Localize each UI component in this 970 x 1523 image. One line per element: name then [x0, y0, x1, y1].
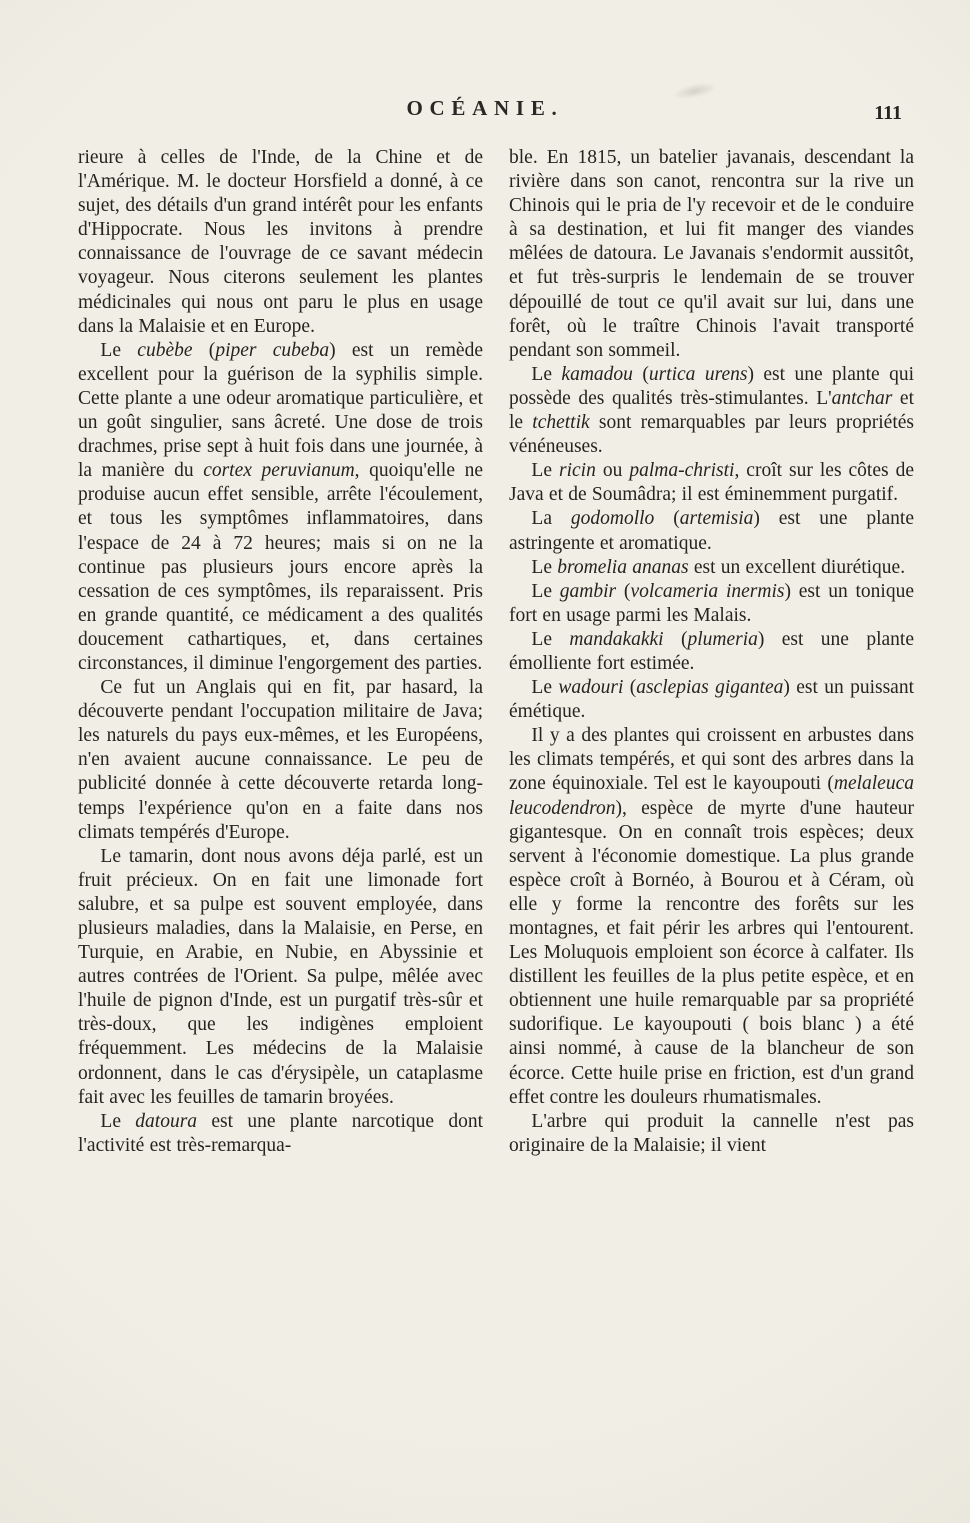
text-segment: est une plante narcotique dont l'activité est très-remarqua-	[78, 1110, 483, 1156]
text-segment: sont remarquables par leurs propriétés vénéneuses.	[509, 412, 914, 458]
italic-text-segment: kamadou	[561, 363, 633, 385]
italic-text-segment: artemisia	[679, 508, 754, 530]
italic-text-segment: volcameria inermis	[630, 580, 785, 602]
text-segment: ), espèce de myrte d'une hauteur gigantesque. On en connaît trois espèces; deux servent à l'économie domestique. La plus grande espèce croît à Bornéo, à Bourou et à Céram, où elle y forme la rencontre des forêts sur les montagnes, et fait périr les arbres qui l'entourent. Les Moluquois emploient son écorce à calfater. Ils distillent les feuilles de la plus petite espèce, et en obtiennent une huile remarquable par sa propriété sudorifique. Le kayoupouti ( bois blanc ) a été ainsi nommé, à cause de la blancheur de son écorce. Cette huile prise en friction, est d'un grand effet contre les douleurs rhumatismales.	[509, 797, 914, 1108]
italic-text-segment: melaleuca leucodendron	[509, 773, 914, 819]
italic-text-segment: urtica urens	[648, 363, 748, 385]
paragraph	[509, 1110, 914, 1158]
italic-text-segment: asclepias gigantea	[636, 677, 784, 699]
paragraph	[78, 339, 483, 676]
column-left	[78, 146, 483, 1158]
text-segment: (	[623, 677, 637, 699]
paragraph	[509, 628, 914, 676]
italic-text-segment: bromelia ananas	[557, 556, 689, 578]
text-segment: , croît sur les côtes de Java et de Soumâdra; il est éminemment purgatif.	[509, 460, 914, 506]
italic-text-segment: datoura	[135, 1110, 198, 1132]
text-segment: (	[616, 580, 631, 602]
running-title: OCÉANIE.	[406, 96, 564, 120]
text-segment: Le	[531, 556, 558, 578]
italic-text-segment: palma-christi	[629, 460, 735, 482]
text-segment: est un excellent diurétique.	[688, 556, 906, 578]
text-segment: ou	[595, 460, 630, 482]
text-segment: ) est un remède excellent pour la guérison de la syphilis simple. Cette plante a une odeur aromatique particulière, et un goût singulier, sans âcreté. Une dose de trois drachmes, prise sept à huit fois dans une journée, à la manière du	[78, 339, 483, 482]
italic-text-segment: godomollo	[570, 508, 655, 530]
paragraph	[509, 580, 914, 628]
italic-text-segment: antchar	[831, 387, 893, 409]
text-segment: Le	[531, 580, 560, 602]
italic-text-segment: cubèbe	[137, 339, 193, 361]
paragraph	[78, 676, 483, 845]
text-segment: (	[192, 339, 216, 361]
text-segment: Le	[531, 628, 570, 650]
text-segment: ) est une plante astringente et aromatique.	[509, 508, 914, 554]
italic-text-segment: gambir	[559, 580, 617, 602]
italic-text-segment: wadouri	[558, 677, 624, 699]
text-segment: et le	[509, 387, 915, 434]
text-segment: Il y a des plantes qui croissent en arbustes dans les climats tempérés, et qui sont des arbres dans la zone équinoxiale. Tel est le kayoupouti (	[509, 725, 914, 795]
text-segment: , quoiqu'elle ne produise aucun effet sensible, arrête l'écoulement, et tous les symptômes inflammatoires, dans l'espace de 24 à 72 heures; mais si on ne la continue pas plusieurs jours encore après la cessation de ces symptômes, ils reparaissent. Pris en grande quantité, ce médicament a des qualités doucement cathartiques, et, dans certaines circonstances, il diminue l'engorgement des parties.	[78, 460, 483, 674]
page-number: 111	[874, 102, 902, 124]
text-segment: rieure à celles de l'Inde, de la Chine et de l'Amérique. M. le docteur Horsfield a donné, à ce sujet, des détails d'un grand intérêt pour les enfants d'Hippocrate. Nous les invitons à prendre connaissance de l'ouvrage de ce savant médecin voyageur. Nous citerons seulement les plantes médicinales qui nous ont paru le plus en usage dans la Malaisie et en Europe.	[78, 147, 483, 337]
text-segment: (	[663, 628, 688, 650]
italic-text-segment: plumeria	[687, 628, 758, 650]
italic-text-segment: cortex peruvianum	[203, 460, 355, 482]
italic-text-segment: ricin	[559, 460, 596, 482]
paragraph	[78, 1110, 483, 1158]
text-segment: ) est un puissant émétique.	[509, 677, 914, 723]
text-segment: ) est une plante émolliente fort estimée.	[509, 628, 914, 674]
text-segment: Le	[531, 363, 562, 385]
paragraph	[78, 146, 483, 339]
text-segment: ble. En 1815, un batelier javanais, descendant la rivière dans son canot, rencontra sur la rive un Chinois qui le pria de l'y recevoir et de le conduire à sa destination, et lui fit manger des viandes mêlées de datoura. Le Javanais s'endormit aussitôt, et fut très-surpris le lendemain de se trouver dépouillé de tout ce qu'il avait sur lui, dans une forêt, où le traître Chinois l'avait transporté pendant son sommeil.	[509, 147, 914, 361]
page-header	[0, 0, 970, 132]
paragraph	[78, 845, 483, 1110]
text-segment: La	[531, 508, 571, 530]
text-segment: Le	[531, 677, 559, 699]
text-segment: (	[654, 508, 680, 530]
text-segment: ) est un tonique fort en usage parmi les Malais.	[509, 580, 914, 626]
paragraph	[509, 676, 914, 724]
text-segment: Le	[531, 460, 559, 482]
paragraph	[509, 363, 914, 459]
paragraph	[509, 556, 914, 580]
text-segment: Le	[100, 1110, 136, 1132]
italic-text-segment: piper cubeba	[215, 339, 330, 361]
italic-text-segment: tchettik	[532, 412, 590, 434]
text-segment: Le	[100, 339, 138, 361]
paragraph	[509, 459, 914, 507]
text-segment: Le tamarin, dont nous avons déja parlé, est un fruit précieux. On en fait une limonade fort salubre, et sa pulpe est souvent employée, dans plusieurs maladies, dans la Malaisie, en Perse, en Turquie, en Arabie, en Nubie, en Abyssinie et autres contrées de l'Orient. Sa pulpe, mêlée avec l'huile de pignon d'Inde, est un purgatif très-sûr et très-doux, que les indigènes emploient fréquemment. Les médecins de la Malaisie ordonnent, dans le cas d'érysipèle, un cataplasme fait avec les feuilles de tamarin broyées.	[78, 845, 483, 1108]
italic-text-segment: mandakakki	[569, 628, 664, 650]
column-right	[509, 146, 914, 1158]
paragraph	[509, 724, 914, 1110]
paragraph	[509, 507, 914, 555]
text-segment: (	[632, 363, 649, 385]
text-segment: Ce fut un Anglais qui en fit, par hasard, la découverte pendant l'occupation militaire de Java; les naturels du pays eux-mêmes, et les Européens, n'en avaient aucune connaissance. Le peu de publicité donnée à cette découverte retarda long-temps l'expérience qu'on en a faite dans nos climats tempérés d'Europe.	[78, 677, 483, 843]
text-columns	[0, 132, 970, 1158]
text-segment: L'arbre qui produit la cannelle n'est pas originaire de la Malaisie; il vient	[509, 1110, 914, 1156]
text-segment: ) est une plante qui possède des qualités très-stimulantes. L'	[509, 363, 915, 409]
paragraph	[509, 146, 914, 363]
